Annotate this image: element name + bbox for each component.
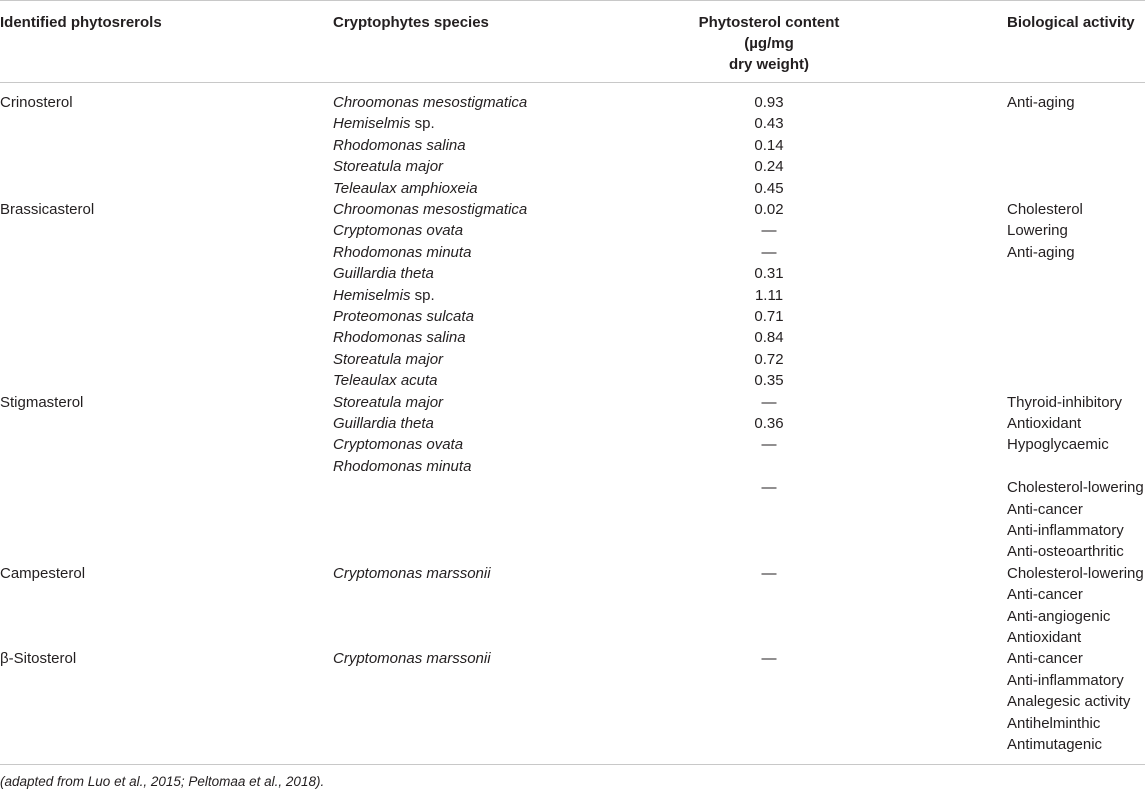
content-value: 1.11 — [754, 286, 784, 304]
phytosterol-name: Stigmasterol — [0, 393, 84, 411]
biological-activity: Thyroid-inhibitory — [1007, 393, 1123, 411]
content-value: 0.71 — [754, 308, 784, 325]
content-value: 0.72 — [754, 350, 784, 368]
biological-activity: Cholesterol-lowering — [1007, 479, 1144, 497]
species-name — [333, 113, 435, 134]
species-binomial: Proteomonas sulcata — [333, 308, 474, 325]
species-binomial: Rhodomonas minuta — [333, 457, 472, 475]
header-content-line1: Phytosterol content — [698, 14, 840, 31]
table-top-rule — [0, 0, 1145, 1]
content-value: — — [761, 243, 777, 261]
species-binomial: Teleaulax amphioxeia — [333, 179, 478, 197]
species-binomial: Chroomonas mesostigmatica — [333, 94, 528, 111]
biological-activity: Anti-cancer — [1007, 500, 1083, 518]
biological-activity: Cholesterol — [1007, 201, 1083, 218]
content-value: — — [761, 436, 777, 454]
biological-activity: Anti-inflammatory — [1007, 522, 1124, 539]
header-content — [664, 12, 874, 75]
biological-activity: Antimutagenic — [1007, 736, 1103, 753]
species-name — [333, 135, 466, 156]
species-name — [333, 434, 463, 455]
biological-activity: Anti-cancer — [1007, 586, 1083, 604]
species-binomial: Chroomonas mesostigmatica — [333, 201, 528, 218]
species-name — [333, 327, 466, 348]
phytosterol-name: β-Sitosterol — [0, 650, 77, 668]
biological-activity: Anti-aging — [1007, 94, 1075, 111]
species-suffix: sp. — [410, 115, 435, 133]
species-name — [333, 263, 434, 284]
header-content-line3: dry weight) — [728, 56, 809, 73]
header-content-line2: (µg/mg — [744, 35, 794, 52]
header-species: Cryptophytes species — [333, 14, 489, 31]
biological-activity: Cholesterol-lowering — [1007, 564, 1144, 582]
content-value: — — [761, 564, 777, 582]
species-binomial: Storeatula major — [333, 350, 444, 368]
content-value: 0.02 — [754, 201, 784, 218]
species-name — [333, 285, 435, 306]
phytosterol-name: Campesterol — [0, 564, 86, 582]
species-binomial: Storeatula major — [333, 158, 444, 176]
species-binomial: Rhodomonas salina — [333, 329, 466, 347]
content-value: — — [761, 479, 777, 497]
species-binomial: Rhodomonas salina — [333, 136, 466, 154]
species-binomial: Cryptomonas ovata — [333, 436, 464, 454]
species-binomial: Storeatula major — [333, 393, 444, 411]
biological-activity: Analegesic activity — [1007, 693, 1131, 711]
table-footnote: (adapted from Luo et al., 2015; Peltomaa et al., 2018). — [0, 774, 325, 789]
biological-activity: Anti-cancer — [1007, 650, 1083, 668]
species-binomial: Hemiselmis — [333, 286, 411, 304]
table-bottom-rule — [0, 764, 1145, 765]
species-name — [333, 178, 478, 199]
content-value: 0.24 — [754, 158, 784, 176]
biological-activity: Anti-aging — [1007, 243, 1075, 261]
species-binomial: Rhodomonas minuta — [333, 243, 472, 261]
species-name — [333, 156, 443, 177]
species-binomial: Guillardia theta — [333, 265, 434, 283]
biological-activity: Lowering — [1007, 222, 1068, 240]
header-phytosterol: Identified phytosrerols — [0, 14, 162, 31]
species-name — [333, 413, 434, 434]
biological-activity: Anti-osteoarthritic — [1007, 543, 1124, 561]
biological-activity: Antioxidant — [1007, 629, 1082, 646]
content-value: 0.84 — [754, 329, 784, 347]
species-name — [333, 370, 438, 391]
biological-activity: Hypoglycaemic — [1007, 436, 1109, 454]
species-name — [333, 563, 491, 584]
species-binomial: Cryptomonas marssonii — [333, 650, 491, 668]
content-value: — — [761, 650, 777, 668]
biological-activity: Antioxidant — [1007, 415, 1082, 432]
biological-activity: Antihelminthic — [1007, 714, 1101, 732]
content-value: 0.31 — [754, 265, 784, 283]
species-name — [333, 242, 471, 263]
species-name — [333, 392, 443, 413]
species-name — [333, 306, 474, 327]
content-value: 0.35 — [754, 372, 784, 390]
species-binomial: Teleaulax acuta — [333, 372, 438, 390]
species-name — [333, 92, 527, 113]
species-name — [333, 349, 443, 370]
content-value: 0.36 — [754, 415, 784, 432]
content-value: 0.45 — [754, 179, 784, 197]
species-name — [333, 199, 527, 220]
content-value: 0.93 — [754, 94, 784, 111]
species-binomial: Guillardia theta — [333, 415, 434, 432]
header-activity: Biological activity — [1007, 14, 1135, 31]
biological-activity: Anti-angiogenic — [1007, 607, 1111, 625]
species-name — [333, 220, 463, 241]
species-binomial: Hemiselmis — [333, 115, 411, 133]
phytosterol-name: Crinosterol — [0, 94, 73, 111]
species-suffix: sp. — [410, 286, 435, 304]
header-bottom-rule — [0, 82, 1145, 83]
phytosterol-name: Brassicasterol — [0, 201, 95, 218]
species-name — [333, 456, 471, 477]
species-binomial: Cryptomonas ovata — [333, 222, 464, 240]
species-name — [333, 648, 491, 669]
content-value: — — [761, 393, 777, 411]
content-value: — — [761, 222, 777, 240]
biological-activity: Anti-inflammatory — [1007, 671, 1124, 689]
content-value: 0.43 — [754, 115, 784, 133]
species-binomial: Cryptomonas marssonii — [333, 564, 491, 582]
content-value: 0.14 — [754, 136, 784, 154]
